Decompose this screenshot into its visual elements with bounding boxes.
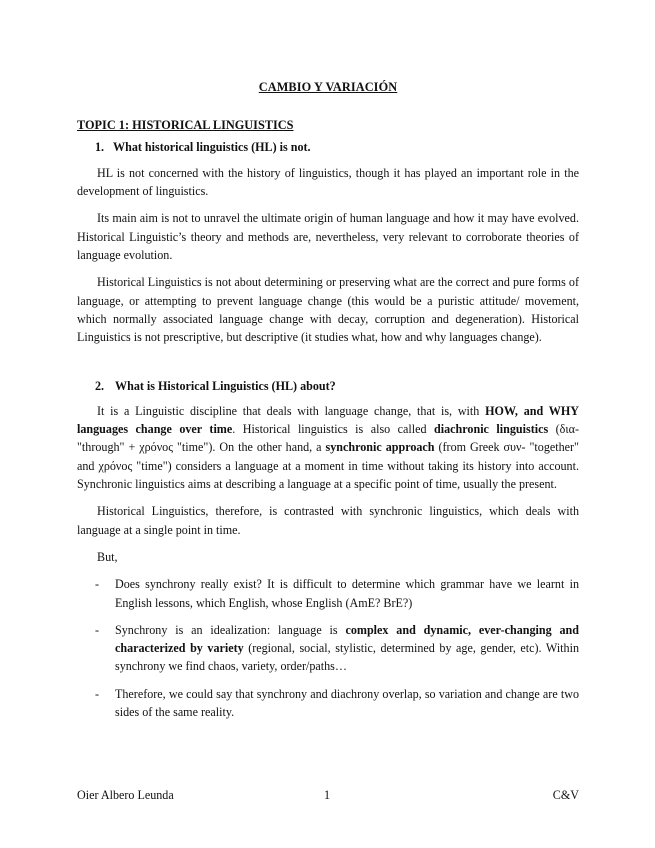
dash-bullet: - bbox=[95, 686, 100, 701]
section-1-paragraph-1: HL is not concerned with the history of linguistics, though it has played an important role in the development of linguistics. bbox=[77, 165, 579, 199]
footer-author: Oier Albero Leunda bbox=[77, 788, 174, 802]
text-run: (regional, social, stylistic, determined by age, gender, etc). Within synchrony we find chaos, variety, order/paths… bbox=[115, 641, 579, 674]
dash-bullet: - bbox=[95, 622, 100, 637]
section-2-title: What is Historical Linguistics (HL) about? bbox=[115, 378, 336, 393]
list-item bbox=[77, 685, 579, 722]
text-run: . Historical linguistics is also called bbox=[232, 422, 435, 437]
list-item bbox=[77, 621, 579, 676]
footer-short-title: C&V bbox=[552, 788, 579, 802]
footer-page-number: 1 bbox=[324, 788, 331, 802]
topic-heading: TOPIC 1: HISTORICAL LINGUISTICS bbox=[77, 118, 294, 133]
but-line: But, bbox=[97, 549, 118, 564]
bullet-text: Therefore, we could say that synchrony and diachrony overlap, so variation and change are two sides of the same reality. bbox=[115, 686, 579, 720]
bullet-text: Does synchrony really exist? It is difficult to determine which grammar have we learnt in English lessons, which English, whose English (AmE? BrE?) bbox=[115, 577, 579, 610]
section-2-heading bbox=[77, 377, 579, 395]
page-footer bbox=[77, 786, 579, 806]
section-1-heading bbox=[77, 138, 579, 156]
dash-bullet: - bbox=[95, 577, 100, 592]
document-page bbox=[77, 78, 579, 730]
text-run: It is a Linguistic discipline that deals with language change, that is, with bbox=[97, 403, 486, 418]
section-1-number: 1. bbox=[95, 139, 105, 154]
section-1-paragraph-2: Its main aim is not to unravel the ultimate origin of human language and how it may have evolved. Historical Linguistic’s theory and methods are, nevertheless, very relevant to corroborate theories of language evolution. bbox=[77, 211, 579, 263]
text-run: Synchrony is an idealization: language is bbox=[115, 622, 346, 637]
bold-run: synchronic approach bbox=[325, 440, 435, 455]
bullet-list bbox=[77, 575, 579, 721]
text-run: (from Greek συν- "together" and χρόνος "time") considers a language at a moment in time without taking its history into account. Synchronic linguistics aims at describing a language at a specific point of time, usually the present. bbox=[77, 440, 579, 492]
section-1-paragraph-3: Historical Linguistics is not about determining or preserving what are the correct and pure forms of language, or attempting to prevent language change (this would be a puristic attitude/ movement, which normally associated language change with decay, corruption and degeneration). Historical Linguistics is not prescriptive, but descriptive (it studies what, how and why languages change). bbox=[77, 275, 579, 345]
bold-run: complex and dynamic, ever-changing and characterized by variety bbox=[115, 622, 579, 656]
section-2-paragraph-1 bbox=[77, 402, 579, 493]
list-item bbox=[77, 575, 579, 612]
section-2-number: 2. bbox=[95, 378, 105, 393]
section-1-title: What historical linguistics (HL) is not. bbox=[113, 139, 311, 154]
document-title: CAMBIO Y VARIACIÓN bbox=[258, 80, 398, 94]
bold-run: diachronic linguistics bbox=[434, 422, 549, 437]
text-run: (δια- "through" + χρόνος "time"). On the other hand, a bbox=[77, 422, 580, 455]
bold-run: HOW, and WHY languages change over time bbox=[77, 403, 579, 437]
section-2-paragraph-2: Historical Linguistics, therefore, is contrasted with synchronic linguistics, which deals with language at a single point in time. bbox=[77, 504, 579, 537]
